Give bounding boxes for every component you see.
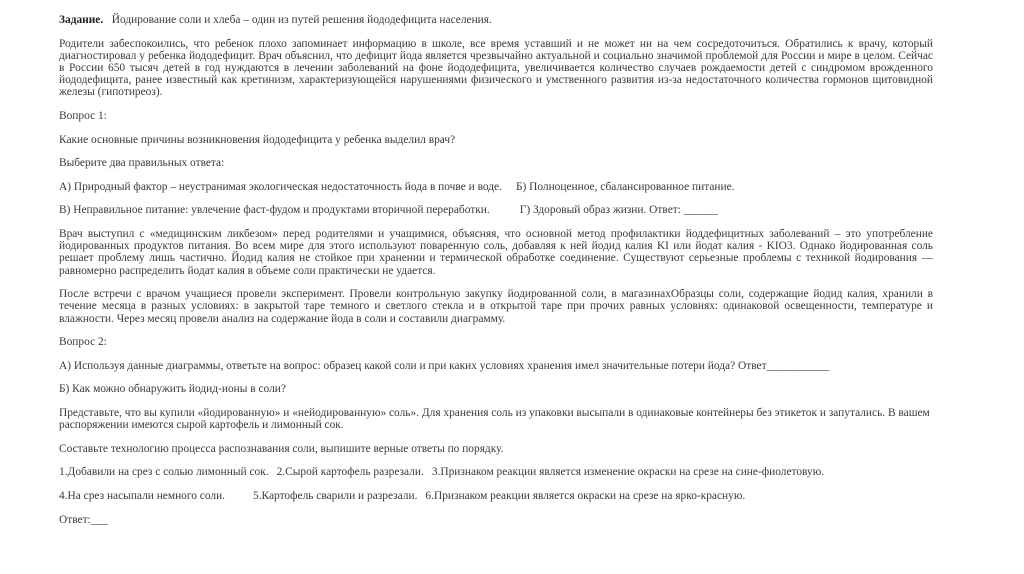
question1-options-cd <box>59 204 933 216</box>
option-a: А) Природный фактор – неустранимая экологическая недостаточность йода в почве и воде. <box>59 180 502 193</box>
step-1: 1.Добавили на срез с солью лимонный сок. <box>59 466 269 479</box>
document-body <box>59 14 933 537</box>
experiment-paragraph: После встречи с врачом учащиеся провели эксперимент. Провели контрольную закупку йодированной соли, в магазинахОбразцы соли, содержащие йодид калия, хранили в течение месяца в разных условиях: в закрытой таре темного и светлого стекла и в открытой таре при прочих равных условиях: одинаковой освещенности, температуре и влажности. Через месяц провели анализ на содержание йода в соли и составили диаграмму. <box>59 288 933 325</box>
question2-part-a: А) Используя данные диаграммы, ответьте на вопрос: образец какой соли и при каких условиях хранения имел значительные потери йода? Ответ___________ <box>59 359 830 372</box>
steps-row-2 <box>59 490 933 502</box>
option-c: В) Неправильное питание: увлечение фаст-фудом и продуктами вторичной переработки. <box>59 204 490 217</box>
lecture-paragraph: Врач выступил с «медицинским ликбезом» перед родителями и учащимися, объясняя, что основной метод профилактики йоддефицитных заболеваний – это употребление йодированных продуктов питания. Во всем мире для этого используют поваренную соль, добавляя к ней йодид калия KI или йодат калия - KIO3. Однако йодированная соль решает проблему лишь частично. Йодид калия не стойкое при хранении и термической обработке соединение. Существуют серьезные проблемы с техникой йодирования — равномерно распределить йодат калия в объеме соли практически не удается. <box>59 227 933 277</box>
task-label: Задание. <box>59 14 104 26</box>
question2-part-b: Б) Как можно обнаружить йодид-ионы в соли? <box>59 383 286 396</box>
final-answer: Ответ:___ <box>59 513 108 526</box>
question1-text: Какие основные причины возникновения йододефицита у ребенка выделил врач? <box>59 133 456 146</box>
step-2: 2.Сырой картофель разрезали. <box>276 466 424 479</box>
imagine-paragraph: Представьте, что вы купили «йодированную» и «нейодированную» соль». Для хранения соль из упаковки высыпали в одинаковые контейнеры без этикеток и запутались. В вашем распоряжении имеются сырой картофель и лимонный сок. <box>59 406 930 432</box>
task-text: Йодирование соли и хлеба – один из путей решения йододефицита населения. <box>111 14 492 26</box>
step-3: 3.Признаком реакции является изменение окраски на срезе на сине-фиолетовую. <box>431 466 825 479</box>
question1-options-ab <box>59 181 933 193</box>
task-heading <box>59 14 933 26</box>
option-d: Г) Здоровый образ жизни. Ответ: ______ <box>519 204 718 217</box>
tech-instruction: Составьте технологию процесса распознавания соли, выпишите верные ответы по порядку. <box>59 442 504 455</box>
steps-row-1 <box>59 466 933 478</box>
option-b: Б) Полноценное, сбалансированное питание. <box>515 180 735 193</box>
step-4: 4.На срез насыпали немного соли. <box>59 489 226 502</box>
question2-label: Вопрос 2: <box>59 336 107 349</box>
step-5: 5.Картофель сварили и разрезали. <box>253 489 418 502</box>
question1-instruction: Выберите два правильных ответа: <box>59 157 225 170</box>
step-6: 6.Признаком реакции является окраски на срезе на ярко-красную. <box>425 489 746 502</box>
question1-label: Вопрос 1: <box>59 110 107 122</box>
intro-paragraph: Родители забеспокоились, что ребенок плохо запоминает информацию в школе, все время уставший и не может ни на чем сосредоточиться. Обратились к врачу, который диагностировал у ребенка йододефицит. Врач объяснил, что дефицит йода является чрезвычайно актуальной и социально значимой проблемой для России и мире в целом. Сейчас в России 650 тысяч детей в год нуждаются в лечении заболеваний на фоне йододефицита, увеличивается количество случаев рождаемости детей с синдромом врожденного йододефицита, ранее известный как кретинизм, характеризующейся нарушениями физического и умственного развития из-за недостаточного количества гормонов щитовидной железы (гипотиреоз). <box>59 37 933 99</box>
